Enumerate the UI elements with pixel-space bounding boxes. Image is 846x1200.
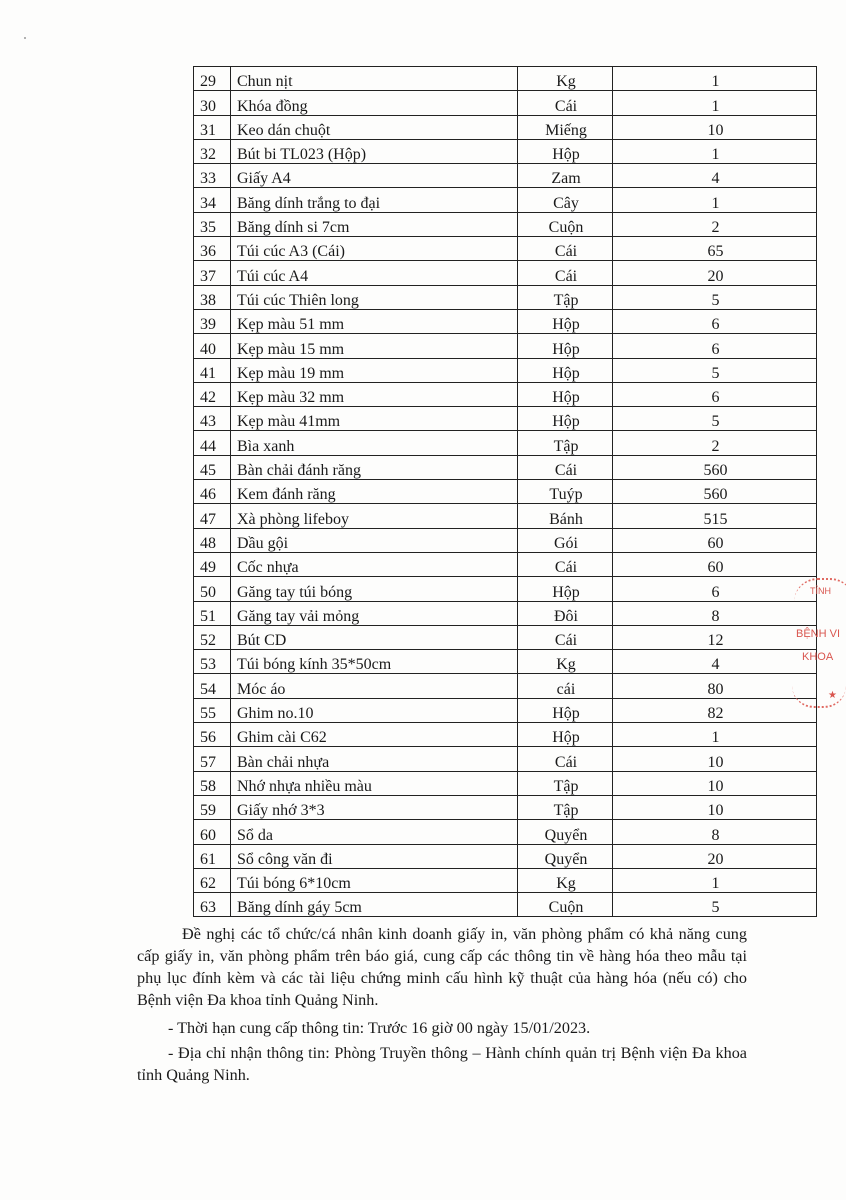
- row-number: 43: [194, 407, 231, 431]
- table-row: [194, 261, 817, 285]
- item-quantity: 80: [613, 674, 817, 698]
- row-number: 48: [194, 528, 231, 552]
- item-quantity: 560: [613, 455, 817, 479]
- item-quantity: 1: [613, 188, 817, 212]
- item-name: Kẹp màu 32 mm: [231, 382, 518, 406]
- table-row: [194, 358, 817, 382]
- item-unit: Zam: [518, 164, 613, 188]
- item-name: Cốc nhựa: [231, 552, 518, 576]
- item-unit: Hộp: [518, 407, 613, 431]
- row-number: 40: [194, 334, 231, 358]
- table-row: [194, 747, 817, 771]
- red-seal-stamp: [788, 578, 846, 718]
- item-quantity: 6: [613, 309, 817, 333]
- row-number: 41: [194, 358, 231, 382]
- item-name: Găng tay túi bóng: [231, 577, 518, 601]
- item-unit: Đôi: [518, 601, 613, 625]
- table-row: [194, 504, 817, 528]
- table-row: [194, 139, 817, 163]
- item-unit: Cây: [518, 188, 613, 212]
- item-name: Túi cúc A3 (Cái): [231, 237, 518, 261]
- row-number: 46: [194, 480, 231, 504]
- row-number: 38: [194, 285, 231, 309]
- item-name: Bàn chải đánh răng: [231, 455, 518, 479]
- row-number: 44: [194, 431, 231, 455]
- item-quantity: 1: [613, 723, 817, 747]
- item-quantity: 5: [613, 893, 817, 917]
- address-paragraph: - Địa chỉ nhận thông tin: Phòng Truyền thông – Hành chính quản trị Bệnh viện Đa khoa tỉnh Quảng Ninh.: [137, 1044, 747, 1084]
- table-row: [194, 91, 817, 115]
- table-row: [194, 212, 817, 236]
- item-quantity: 5: [613, 358, 817, 382]
- item-unit: Cái: [518, 625, 613, 649]
- row-number: 39: [194, 309, 231, 333]
- item-unit: Hộp: [518, 358, 613, 382]
- item-unit: Hộp: [518, 382, 613, 406]
- table-row: [194, 674, 817, 698]
- table-row: [194, 844, 817, 868]
- seal-rim-bottom: [792, 686, 846, 708]
- item-unit: Cuộn: [518, 212, 613, 236]
- row-number: 49: [194, 552, 231, 576]
- table-row: [194, 893, 817, 917]
- row-number: 33: [194, 164, 231, 188]
- item-unit: Hộp: [518, 698, 613, 722]
- item-quantity: 6: [613, 577, 817, 601]
- item-quantity: 4: [613, 650, 817, 674]
- item-name: Kẹp màu 51 mm: [231, 309, 518, 333]
- item-name: Sổ công văn đi: [231, 844, 518, 868]
- table-row: [194, 407, 817, 431]
- item-name: Móc áo: [231, 674, 518, 698]
- item-name: Bàn chải nhựa: [231, 747, 518, 771]
- item-name: Nhớ nhựa nhiều màu: [231, 771, 518, 795]
- table-row: [194, 771, 817, 795]
- item-unit: Cái: [518, 552, 613, 576]
- row-number: 32: [194, 139, 231, 163]
- item-quantity: 8: [613, 601, 817, 625]
- item-quantity: 1: [613, 91, 817, 115]
- request-paragraph: Đề nghị các tổ chức/cá nhân kinh doanh giấy in, văn phòng phẩm có khả năng cung cấp giấy in, văn phòng phẩm trên báo giá, cung cấp các thông tin về hàng hóa theo mẫu tại phụ lục đính kèm và các tài liệu chứng minh cấu hình kỹ thuật của hàng hóa (nếu có) cho Bệnh viện Đa khoa tỉnh Quảng Ninh.: [137, 925, 747, 1009]
- row-number: 62: [194, 868, 231, 892]
- item-quantity: 4: [613, 164, 817, 188]
- row-number: 55: [194, 698, 231, 722]
- table-row: [194, 455, 817, 479]
- row-number: 50: [194, 577, 231, 601]
- item-quantity: 10: [613, 771, 817, 795]
- item-name: Chun nịt: [231, 67, 518, 91]
- row-number: 51: [194, 601, 231, 625]
- deadline-paragraph: - Thời hạn cung cấp thông tin: Trước 16 giờ 00 ngày 15/01/2023.: [168, 1019, 591, 1037]
- item-quantity: 6: [613, 382, 817, 406]
- row-number: 45: [194, 455, 231, 479]
- table-row: [194, 601, 817, 625]
- item-unit: Kg: [518, 67, 613, 91]
- item-unit: Hộp: [518, 334, 613, 358]
- row-number: 29: [194, 67, 231, 91]
- item-unit: Cái: [518, 747, 613, 771]
- item-quantity: 5: [613, 285, 817, 309]
- item-quantity: 560: [613, 480, 817, 504]
- row-number: 53: [194, 650, 231, 674]
- item-quantity: 515: [613, 504, 817, 528]
- item-name: Giấy A4: [231, 164, 518, 188]
- item-name: Bìa xanh: [231, 431, 518, 455]
- row-number: 57: [194, 747, 231, 771]
- row-number: 34: [194, 188, 231, 212]
- table-row: [194, 67, 817, 91]
- row-number: 30: [194, 91, 231, 115]
- table-row: [194, 528, 817, 552]
- item-unit: Miếng: [518, 115, 613, 139]
- item-name: Găng tay vải mỏng: [231, 601, 518, 625]
- item-quantity: 10: [613, 747, 817, 771]
- item-quantity: 60: [613, 552, 817, 576]
- item-name: Sổ da: [231, 820, 518, 844]
- item-unit: Hộp: [518, 723, 613, 747]
- table-row: [194, 309, 817, 333]
- item-quantity: 82: [613, 698, 817, 722]
- item-unit: Cái: [518, 455, 613, 479]
- supplies-table: [193, 66, 817, 917]
- item-quantity: 20: [613, 261, 817, 285]
- item-name: Băng dính gáy 5cm: [231, 893, 518, 917]
- scan-speck: [24, 37, 26, 39]
- item-unit: Cuộn: [518, 893, 613, 917]
- item-quantity: 10: [613, 115, 817, 139]
- item-quantity: 12: [613, 625, 817, 649]
- item-name: Kẹp màu 19 mm: [231, 358, 518, 382]
- item-name: Giấy nhớ 3*3: [231, 795, 518, 819]
- item-name: Băng dính trắng to đại: [231, 188, 518, 212]
- item-unit: Quyển: [518, 820, 613, 844]
- item-quantity: 20: [613, 844, 817, 868]
- item-unit: Cái: [518, 237, 613, 261]
- table-row: [194, 577, 817, 601]
- item-unit: Quyển: [518, 844, 613, 868]
- item-quantity: 65: [613, 237, 817, 261]
- table-row: [194, 820, 817, 844]
- table-row: [194, 480, 817, 504]
- row-number: 58: [194, 771, 231, 795]
- table-row: [194, 431, 817, 455]
- table-row: [194, 552, 817, 576]
- item-name: Khóa đồng: [231, 91, 518, 115]
- item-unit: Tuýp: [518, 480, 613, 504]
- item-name: Kẹp màu 41mm: [231, 407, 518, 431]
- item-name: Keo dán chuột: [231, 115, 518, 139]
- item-quantity: 2: [613, 431, 817, 455]
- table-row: [194, 868, 817, 892]
- item-name: Túi cúc A4: [231, 261, 518, 285]
- item-unit: Tập: [518, 431, 613, 455]
- row-number: 52: [194, 625, 231, 649]
- item-quantity: 1: [613, 868, 817, 892]
- row-number: 42: [194, 382, 231, 406]
- item-name: Ghim cài C62: [231, 723, 518, 747]
- row-number: 61: [194, 844, 231, 868]
- item-unit: Tập: [518, 285, 613, 309]
- item-name: Kem đánh răng: [231, 480, 518, 504]
- row-number: 60: [194, 820, 231, 844]
- table-row: [194, 115, 817, 139]
- item-quantity: 5: [613, 407, 817, 431]
- item-quantity: 6: [613, 334, 817, 358]
- item-unit: Cái: [518, 91, 613, 115]
- item-quantity: 60: [613, 528, 817, 552]
- item-name: Bút CD: [231, 625, 518, 649]
- seal-text-top: TỈNH: [810, 586, 831, 596]
- table-row: [194, 723, 817, 747]
- item-name: Ghim no.10: [231, 698, 518, 722]
- table-row: [194, 795, 817, 819]
- row-number: 63: [194, 893, 231, 917]
- item-unit: Bánh: [518, 504, 613, 528]
- item-quantity: 10: [613, 795, 817, 819]
- item-quantity: 8: [613, 820, 817, 844]
- row-number: 56: [194, 723, 231, 747]
- item-name: Túi bóng 6*10cm: [231, 868, 518, 892]
- item-unit: Cái: [518, 261, 613, 285]
- item-unit: Kg: [518, 650, 613, 674]
- item-unit: Hộp: [518, 309, 613, 333]
- table-row: [194, 382, 817, 406]
- item-quantity: 1: [613, 67, 817, 91]
- row-number: 59: [194, 795, 231, 819]
- table-row: [194, 188, 817, 212]
- item-unit: Tập: [518, 771, 613, 795]
- item-name: Túi bóng kính 35*50cm: [231, 650, 518, 674]
- supplies-table-body: [194, 67, 817, 917]
- item-unit: Hộp: [518, 577, 613, 601]
- table-row: [194, 625, 817, 649]
- row-number: 37: [194, 261, 231, 285]
- item-unit: cái: [518, 674, 613, 698]
- table-row: [194, 285, 817, 309]
- row-number: 35: [194, 212, 231, 236]
- table-row: [194, 650, 817, 674]
- item-name: Bút bi TL023 (Hộp): [231, 139, 518, 163]
- item-name: Băng dính si 7cm: [231, 212, 518, 236]
- table-row: [194, 164, 817, 188]
- row-number: 31: [194, 115, 231, 139]
- row-number: 47: [194, 504, 231, 528]
- item-unit: Gói: [518, 528, 613, 552]
- item-quantity: 1: [613, 139, 817, 163]
- item-quantity: 2: [613, 212, 817, 236]
- item-name: Túi cúc Thiên long: [231, 285, 518, 309]
- table-row: [194, 334, 817, 358]
- item-name: Xà phòng lifeboy: [231, 504, 518, 528]
- table-row: [194, 237, 817, 261]
- item-name: Dầu gội: [231, 528, 518, 552]
- table-row: [194, 698, 817, 722]
- row-number: 54: [194, 674, 231, 698]
- item-unit: Hộp: [518, 139, 613, 163]
- row-number: 36: [194, 237, 231, 261]
- item-name: Kẹp màu 15 mm: [231, 334, 518, 358]
- item-unit: Tập: [518, 795, 613, 819]
- item-unit: Kg: [518, 868, 613, 892]
- seal-text-middle: BỆNH VI: [796, 628, 841, 640]
- seal-star-icon: ★: [828, 690, 837, 701]
- seal-text-lower: KHOA: [802, 651, 834, 663]
